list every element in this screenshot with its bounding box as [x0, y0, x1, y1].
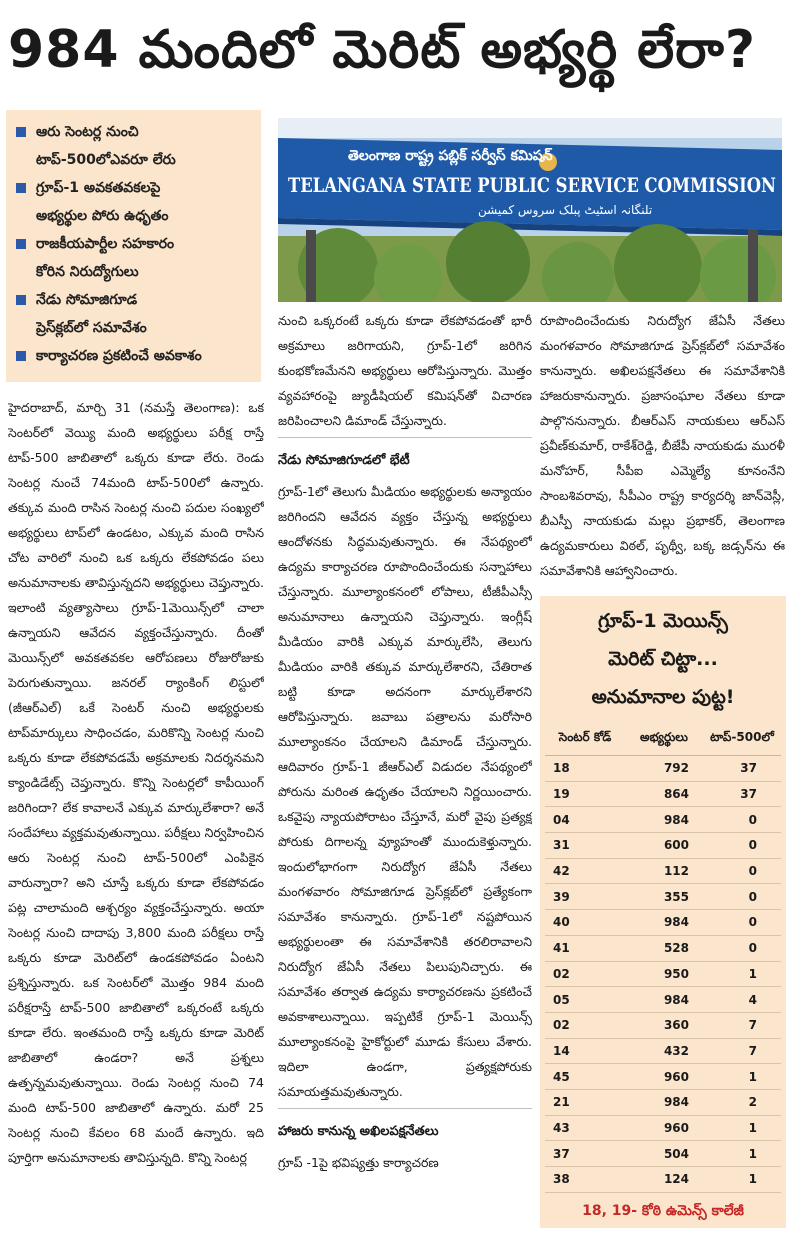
highlight-line: ప్రెస్‌క్లబ్‌లో సమావేశం: [36, 320, 147, 336]
candidates-cell: 984: [625, 807, 703, 833]
top500-cell: 37: [703, 756, 781, 782]
center-code-cell: 05: [545, 987, 625, 1013]
table-title-line: గ్రూప్-1 మెయిన్స్: [598, 610, 728, 632]
table-title-line: అనుమానాల పుట్ట!: [591, 686, 735, 708]
article-column-3: [540, 308, 785, 584]
highlight-line: అభ్యర్థుల పోరు ఉధృతం: [36, 208, 169, 224]
table-header-row: [545, 722, 781, 756]
table-row: [545, 781, 781, 807]
merit-list-box: [540, 596, 786, 1228]
candidates-cell: 600: [625, 833, 703, 859]
top500-cell: 4: [703, 987, 781, 1013]
highlight-line: నేడు సోమాజిగూడ: [36, 292, 138, 308]
table-row: [545, 1089, 781, 1115]
highlights-box: [6, 110, 261, 382]
sign-urdu: تلنگانہ اسٹیٹ پبلک سروس کمیشن: [478, 203, 653, 217]
center-code-cell: 21: [545, 1089, 625, 1115]
highlight-line: టాప్-500లోఎవరూ లేరు: [36, 152, 176, 168]
top500-cell: 1: [703, 1064, 781, 1090]
candidates-cell: 984: [625, 1089, 703, 1115]
table-row: [545, 1115, 781, 1141]
highlight-line: ఆరు సెంటర్ల నుంచి: [36, 124, 139, 140]
top500-cell: 0: [703, 833, 781, 859]
highlight-line: కార్యాచరణ ప్రకటించే అవకాశం: [36, 348, 202, 364]
candidates-cell: 984: [625, 910, 703, 936]
article-paragraph: రూపొందించేందుకు నిరుద్యోగ జేఏసీ నేతలు మంగళవారం సోమాజిగూడ ప్రెస్‌క్లబ్‌లో సమావేశం కానున్నారు. అఖిలపక్షనేతలు ఈ సమావేశానికి హాజరుకానున్నారు. ప్రజాసంఘాల నేతలు కూడా పాల్గొననున్నారు. బీఆర్‌ఎస్ నాయకులు ఆర్‌ఎస్ ప్రవీణ్‌కుమార్, రాకేశ్‌రెడ్డి, బీజేపీ నాయకుడు మురళీ మనోహర్, సీపీఐ ఎమ్మెల్యే కూనంనేని సాంబశివరావు, సీపీఎం రాష్ట్ర కార్యదర్శి జాన్‌వెస్లీ, బీఎస్పీ నాయకుడు మల్లు ప్రభాకర్, తెలంగాణ ఉద్యమకారులు విఠల్, పృథ్వీ, బక్క జడ్సన్‌ను ఈ సమావేశానికి ఆహ్వానించారు.: [540, 313, 785, 578]
highlight-item: [14, 230, 255, 286]
top500-cell: 7: [703, 1012, 781, 1038]
divider: [278, 437, 532, 438]
table-body: [545, 756, 781, 1193]
center-code-cell: 45: [545, 1064, 625, 1090]
table-row: [545, 910, 781, 936]
highlight-item: [14, 174, 255, 230]
article-paragraph: గ్రూప్-1లో తెలుగు మీడియం అభ్యర్థులకు అన్యాయం జరిగిందని ఆవేదన వ్యక్తం చేస్తున్న అభ్యర్థులు ఆందోళనకు సిద్ధమవుతున్నారు. ఈ నేపథ్యంలో ఉద్యమ కార్యాచరణ రూపొందించేందుకు సన్నాహాలు చేస్తున్నారు. మూల్యాంకనంలో లోపాలు, టీజీపీఎస్సీ అనుమానాలు ఉన్నాయని చెప్తున్నారు. ఇంగ్లీష్ మీడియం వారికి ఎక్కువ మార్కులేసి, తెలుగు మీడియం వారికి తక్కువ మార్కులేశారని, చేతిరాత బట్టి కూడా అదనంగా మార్కులేశారని ఆరోపిస్తున్నారు. జవాబు పత్రాలను మరోసారి మూల్యాంకనం చేయాలని డిమాండ్ చేస్తున్నారు. ఆదివారం గ్రూప్-1 జీఆర్‌ఎల్ విడుదల నేపథ్యంలో పోరును మరింత ఉధృతం చేయాలని నిర్ణయించారు. ఒకవైపు న్యాయపోరాటం చేస్తూనే, మరో వైపు ప్రత్యక్ష పోరుకు దిగాలన్న వ్యూహంతో ముందుకెళ్తున్నారు. ఇందులోభాగంగా నిరుద్యోగ జేఏసీ నేతలు మంగళవారం సోమాజిగూడ ప్రెస్‌క్లబ్‌లో ప్రత్యేకంగా సమావేశం కానున్నారు. గ్రూప్-1లో నష్టపోయిన అభ్యర్థులంతా ఈ సమావేశానికి తరలిరావాలని నిరుద్యోగ జేఏసీ నేతలు పిలుపునిచ్చారు. ఈ సమావేశం తర్వాత ఉద్యమ కార్యాచరణను ప్రకటించే అవకాశాలున్నాయి. ఇప్పటికే గ్రూప్-1 మెయిన్స్ మూల్యాంకనంపై హైకోర్టులో మూడు కేసులు వేశారు. ఇదిలా ఉండగా, ప్రత్యక్షపోరుకు సమాయత్తమవుతున్నారు.: [278, 484, 532, 1099]
article-column-2: [278, 308, 532, 1244]
table-footnote: 18, 19- కోఠి ఉమెన్స్ కాలేజీ: [582, 1202, 744, 1219]
top500-cell: 0: [703, 858, 781, 884]
article-paragraph: నుంచి ఒక్కరంటే ఒక్కరు కూడా లేకపోవడంతో భారీ అక్రమాలు జరిగాయని, గ్రూప్-1లో జరిగిన కుంభకోణమేనని అభ్యర్థులు ఆరోపిస్తున్నారు. మొత్తం వ్యవహారంపై జ్యుడీషియల్ కమిషన్‌తో విచారణ జరిపించాలని డిమాండ్ చేస్తున్నారు.: [278, 313, 532, 428]
candidates-cell: 950: [625, 961, 703, 987]
top500-cell: 1: [703, 961, 781, 987]
candidates-cell: 960: [625, 1115, 703, 1141]
table-row: [545, 1141, 781, 1167]
page-headline: 984 మందిలో మెరిట్ అభ్యర్థి లేరా?: [8, 20, 756, 80]
candidates-cell: 432: [625, 1038, 703, 1064]
center-code-cell: 39: [545, 884, 625, 910]
candidates-cell: 124: [625, 1167, 703, 1193]
divider: [278, 1108, 532, 1109]
bullet-icon: [16, 351, 26, 361]
highlight-item: [14, 118, 255, 174]
candidates-cell: 112: [625, 858, 703, 884]
center-code-cell: 31: [545, 833, 625, 859]
table-row: [545, 1038, 781, 1064]
table-row: [545, 884, 781, 910]
table-row: [545, 807, 781, 833]
candidates-cell: 504: [625, 1141, 703, 1167]
tspsc-building-photo: [278, 118, 782, 302]
column-header: టాప్-500లో: [703, 722, 781, 756]
center-code-cell: 40: [545, 910, 625, 936]
table-row: [545, 987, 781, 1013]
sign-telugu: తెలంగాణ రాష్ట్ర పబ్లిక్ సర్వీస్ కమిషన్: [348, 148, 553, 164]
subheading: హాజరు కానున్న అఖిలపక్షనేతలు: [278, 1124, 439, 1139]
table-row: [545, 756, 781, 782]
bullet-icon: [16, 239, 26, 249]
center-code-cell: 37: [545, 1141, 625, 1167]
top500-cell: 0: [703, 884, 781, 910]
center-code-cell: 18: [545, 756, 625, 782]
table-title-line: మెరిట్ చిట్టా...: [608, 648, 718, 670]
center-code-cell: 02: [545, 961, 625, 987]
candidates-cell: 355: [625, 884, 703, 910]
table-row: [545, 1167, 781, 1193]
candidates-cell: 984: [625, 987, 703, 1013]
bullet-icon: [16, 183, 26, 193]
center-code-cell: 04: [545, 807, 625, 833]
top500-cell: 2: [703, 1089, 781, 1115]
table-title: [540, 596, 786, 716]
photo-illustration: [278, 118, 782, 302]
candidates-cell: 528: [625, 935, 703, 961]
merit-table: [545, 722, 781, 1193]
table-row: [545, 1064, 781, 1090]
center-code-cell: 42: [545, 858, 625, 884]
table-row: [545, 858, 781, 884]
subheading: నేడు సోమాజిగూడలో భేటీ: [278, 453, 410, 468]
bullet-icon: [16, 127, 26, 137]
sign-english: TELANGANA STATE PUBLIC SERVICE COMMISSION: [288, 173, 776, 197]
top500-cell: 7: [703, 1038, 781, 1064]
article-column-1: [8, 395, 264, 1245]
center-code-cell: 41: [545, 935, 625, 961]
candidates-cell: 792: [625, 756, 703, 782]
highlight-line: గ్రూప్-1 అవకతవకలపై: [36, 180, 161, 196]
bullet-icon: [16, 295, 26, 305]
highlight-item: [14, 342, 255, 370]
center-code-cell: 38: [545, 1167, 625, 1193]
column-header: సెంటర్ కోడ్: [545, 722, 625, 756]
column-header: అభ్యర్థులు: [625, 722, 703, 756]
table-row: [545, 833, 781, 859]
top500-cell: 1: [703, 1115, 781, 1141]
top500-cell: 1: [703, 1167, 781, 1193]
table-row: [545, 1012, 781, 1038]
candidates-cell: 360: [625, 1012, 703, 1038]
top500-cell: 0: [703, 935, 781, 961]
candidates-cell: 864: [625, 781, 703, 807]
highlight-item: [14, 286, 255, 342]
table-row: [545, 935, 781, 961]
top500-cell: 37: [703, 781, 781, 807]
table-row: [545, 961, 781, 987]
article-paragraph: గ్రూప్ -1పై భవిష్యత్తు కార్యాచరణ: [278, 1155, 439, 1170]
top500-cell: 0: [703, 910, 781, 936]
top500-cell: 1: [703, 1141, 781, 1167]
article-paragraph: హైదరాబాద్, మార్చి 31 (నమస్తే తెలంగాణ): ఒక సెంటర్‌లో వెయ్యి మంది అభ్యర్థులు పరీక్ష రాస్తే టాప్-500 జాబితాలో ఒక్కరు కూడా లేరు. రెండు సెంటర్ల నుంచే 74మంది టాప్-500లో ఉన్నారు. తక్కువ మంది రాసిన సెంటర్ల నుంచి పదుల సంఖ్యలో అభ్యర్థులు టాప్‌లో ఉండటం, ఎక్కువ మంది రాసిన చోట వారిలో నుంచి ఒక ఒక్కరు లేకపోవడం పలు అనుమానాలకు తావిస్తున్నదని అభ్యర్థులు చెప్తున్నారు. ఇలాంటి వ్యత్యాసాలు గ్రూప్-1మెయిన్స్‌లో చాలా ఉన్నాయని ఆవేదన వ్యక్తంచేస్తున్నారు. దీంతో మెయిన్స్‌లో అవకతవకల ఆరోపణలు రోజురోజుకు పెరుగుతున్నాయి. జనరల్ ర్యాంకింగ్ లిస్టులో (జీఆర్‌ఎల్) ఒకే సెంటర్ నుంచి అభ్యర్థులకు టాప్‌మార్కులు సాధించడం, మరికొన్ని సెంటర్ల నుంచి ఒక్కరు కూడా లేకపోవడమే అక్రమాలకు నిదర్శనమని క్యాండిడేట్స్ చెప్తున్నారు. కొన్ని సెంటర్లలో కాపీయింగ్ జరిగిందా? లేక కావాలనే ఎక్కువ మార్కులేశారా? అనే సందేహాలు వ్యక్తమవుతున్నాయి. పరీక్షలు నిర్వహించిన ఆరు సెంటర్ల నుంచి టాప్-500లో ఎంపికైన వారున్నారా? అని చూస్తే ఒక్కరు కూడా లేకపోవడం పట్ల చాలామంది ఆశ్చర్యం వ్యక్తంచేస్తున్నారు. అయా సెంటర్ల నుంచి దాదాపు 3,800 మంది పరీక్షలు రాస్తే ఒక్కరు కూడా మెరిట్‌లో ఉండకపోవడం ఏంటని ప్రశ్నిస్తున్నారు. ఒక సెంటర్‌లో మొత్తం 984 మంది పరీక్షరాస్తే టాప్-500 జాబితాలో ఒక్కరంటే ఒక్కరు కూడా లేరు. ఇంతమంది రాస్తే ఒక్కరు కూడా మెరిట్ జాబితాలో ఉండరా? అనే ప్రశ్నలు ఉత్పన్నమవుతున్నాయి. రెండు సెంటర్ల నుంచి 74 మంది టాప్-500 జాబితాలో ఉన్నారు. మరో 25 సెంటర్ల నుంచి కేవలం 68 మందే ఉన్నారు. ఇది పూర్తిగా అనుమానాలకు తావిస్తున్నది. కొన్ని సెంటర్ల: [8, 400, 264, 1165]
center-code-cell: 19: [545, 781, 625, 807]
center-code-cell: 02: [545, 1012, 625, 1038]
top500-cell: 0: [703, 807, 781, 833]
highlight-line: కోరిన నిరుద్యోగులు: [36, 264, 139, 280]
center-code-cell: 43: [545, 1115, 625, 1141]
highlight-line: రాజకీయపార్టీల సహకారం: [36, 236, 175, 252]
candidates-cell: 960: [625, 1064, 703, 1090]
center-code-cell: 14: [545, 1038, 625, 1064]
